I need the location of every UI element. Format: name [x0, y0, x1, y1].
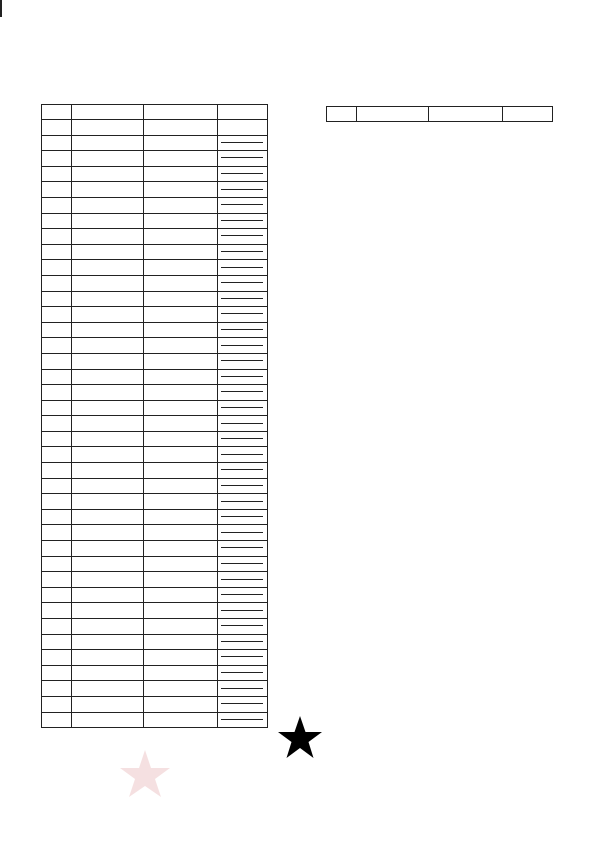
x-coordinate [72, 244, 144, 260]
edge-length [221, 253, 263, 268]
point-id [42, 275, 72, 291]
x-coordinate [72, 463, 144, 479]
x-coordinate [72, 650, 144, 666]
x-coordinate [72, 556, 144, 572]
point-id [42, 385, 72, 401]
area-summary [0, 0, 2, 17]
x-coordinate [72, 369, 144, 385]
point-id [42, 525, 72, 541]
point-id [42, 400, 72, 416]
header-length [503, 107, 553, 122]
x-coordinate [72, 182, 144, 198]
point-id [42, 431, 72, 447]
y-coordinate [144, 291, 218, 307]
x-coordinate [72, 135, 144, 151]
edge-length [221, 347, 263, 362]
y-coordinate [144, 681, 218, 697]
edge-length [221, 362, 263, 377]
x-coordinate [72, 213, 144, 229]
edge-length [221, 534, 263, 549]
y-coordinate [144, 197, 218, 213]
y-coordinate [144, 665, 218, 681]
x-coordinate [72, 431, 144, 447]
edge-length [221, 144, 263, 159]
edge-length [221, 284, 263, 299]
edge-length [221, 191, 263, 206]
x-coordinate [72, 260, 144, 276]
edge-length [221, 300, 263, 315]
edge-length [221, 269, 263, 284]
point-id [42, 213, 72, 229]
edge-length [221, 581, 263, 596]
point-id [42, 478, 72, 494]
y-coordinate [144, 275, 218, 291]
x-coordinate [72, 120, 144, 136]
edge-length [221, 627, 263, 642]
y-coordinate [144, 478, 218, 494]
point-id [42, 587, 72, 603]
y-coordinate [144, 463, 218, 479]
y-coordinate [144, 525, 218, 541]
point-id [42, 572, 72, 588]
y-coordinate [144, 447, 218, 463]
x-coordinate [72, 665, 144, 681]
x-coordinate [72, 525, 144, 541]
x-coordinate [72, 447, 144, 463]
edge-length [221, 425, 263, 440]
y-coordinate [144, 229, 218, 245]
y-coordinate [144, 182, 218, 198]
point-id [42, 416, 72, 432]
right-coordinate-table [326, 106, 553, 122]
x-coordinate [72, 619, 144, 635]
header-x [72, 105, 144, 120]
x-coordinate [72, 572, 144, 588]
point-id [42, 197, 72, 213]
header-point [327, 107, 357, 122]
x-coordinate [72, 229, 144, 245]
edge-length [221, 159, 263, 174]
header-x [357, 107, 429, 122]
y-coordinate [144, 400, 218, 416]
edge-length [221, 456, 263, 471]
y-coordinate [144, 260, 218, 276]
point-id [42, 166, 72, 182]
header-y [429, 107, 503, 122]
x-coordinate [72, 385, 144, 401]
y-coordinate [144, 634, 218, 650]
point-id [42, 260, 72, 276]
point-id [42, 494, 72, 510]
y-coordinate [144, 151, 218, 167]
edge-length [221, 315, 263, 330]
edge-length [221, 503, 263, 518]
point-id [42, 182, 72, 198]
y-coordinate [144, 353, 218, 369]
edge-length [221, 237, 263, 252]
point-id [42, 307, 72, 323]
point-id [42, 447, 72, 463]
edge-length [221, 487, 263, 502]
x-coordinate [72, 338, 144, 354]
header-y [144, 105, 218, 120]
official-seal [242, 680, 358, 796]
edge-length [221, 222, 263, 237]
y-coordinate [144, 166, 218, 182]
point-id [42, 135, 72, 151]
header-point [42, 105, 72, 120]
y-coordinate [144, 556, 218, 572]
x-coordinate [72, 634, 144, 650]
y-coordinate [144, 650, 218, 666]
edge-length [221, 596, 263, 611]
y-coordinate [144, 322, 218, 338]
x-coordinate [72, 509, 144, 525]
x-coordinate [72, 541, 144, 557]
point-id [42, 291, 72, 307]
x-coordinate [72, 681, 144, 697]
edge-length [221, 612, 263, 627]
x-coordinate [72, 197, 144, 213]
y-coordinate [144, 541, 218, 557]
point-id [42, 353, 72, 369]
edge-length [221, 331, 263, 346]
y-coordinate [144, 431, 218, 447]
y-coordinate [144, 369, 218, 385]
point-id [42, 619, 72, 635]
edge-length [221, 658, 263, 673]
point-id [42, 541, 72, 557]
point-id [42, 322, 72, 338]
x-coordinate [72, 416, 144, 432]
point-id [42, 151, 72, 167]
x-coordinate [72, 603, 144, 619]
y-coordinate [144, 385, 218, 401]
edge-length [221, 393, 263, 408]
y-coordinate [144, 416, 218, 432]
edge-length [221, 565, 263, 580]
y-coordinate [144, 509, 218, 525]
edge-length [221, 471, 263, 486]
x-coordinate [72, 696, 144, 712]
point-id [42, 665, 72, 681]
y-coordinate [144, 338, 218, 354]
y-coordinate [144, 213, 218, 229]
y-coordinate [144, 603, 218, 619]
edge-length [221, 643, 263, 658]
point-id [42, 509, 72, 525]
point-id [42, 229, 72, 245]
y-coordinate [144, 619, 218, 635]
faint-stamp-impression [85, 720, 205, 830]
edge-length [221, 409, 263, 424]
point-id [42, 696, 72, 712]
y-coordinate [144, 307, 218, 323]
point-id [42, 556, 72, 572]
edge-length [221, 549, 263, 564]
y-coordinate [144, 572, 218, 588]
x-coordinate [72, 275, 144, 291]
y-coordinate [144, 120, 218, 136]
point-id [42, 603, 72, 619]
point-id [42, 120, 72, 136]
point-id [42, 463, 72, 479]
y-coordinate [144, 244, 218, 260]
point-id [42, 650, 72, 666]
x-coordinate [72, 478, 144, 494]
edge-length [221, 175, 263, 190]
seal-star [278, 716, 322, 758]
y-coordinate [144, 696, 218, 712]
x-coordinate [72, 494, 144, 510]
x-coordinate [72, 400, 144, 416]
x-coordinate [72, 307, 144, 323]
y-coordinate [144, 135, 218, 151]
edge-length [221, 206, 263, 221]
point-id [42, 681, 72, 697]
point-id [42, 244, 72, 260]
x-coordinate [72, 587, 144, 603]
point-id [42, 634, 72, 650]
x-coordinate [72, 353, 144, 369]
y-coordinate [144, 494, 218, 510]
x-coordinate [72, 291, 144, 307]
point-id [42, 712, 72, 728]
point-id [42, 369, 72, 385]
point-id [42, 338, 72, 354]
x-coordinate [72, 151, 144, 167]
y-coordinate [144, 587, 218, 603]
edge-length [221, 378, 263, 393]
edge-length [221, 518, 263, 533]
header-length [218, 105, 268, 120]
edge-length [221, 128, 263, 143]
edge-length [221, 440, 263, 455]
x-coordinate [72, 322, 144, 338]
x-coordinate [72, 166, 144, 182]
